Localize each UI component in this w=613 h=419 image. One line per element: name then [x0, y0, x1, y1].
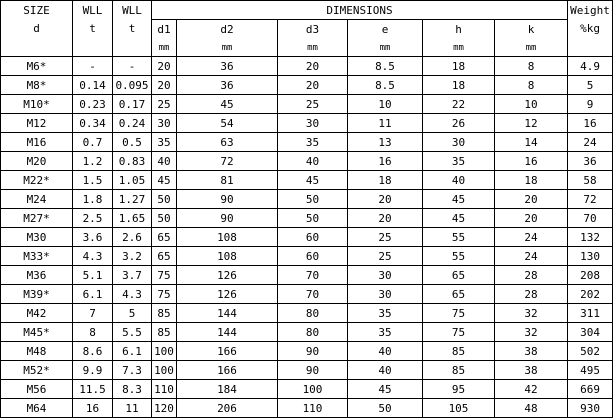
h-cell: 105: [423, 399, 495, 418]
weight-cell: 208: [568, 266, 613, 285]
d3-cell: 45: [278, 171, 348, 190]
d2-cell: 126: [177, 285, 278, 304]
d1-cell: 65: [152, 228, 177, 247]
e-cell: 11: [348, 114, 423, 133]
table-row: [1, 152, 613, 171]
size-cell: M8*: [1, 76, 73, 95]
weight-cell: 502: [568, 342, 613, 361]
d2-cell: 45: [177, 95, 278, 114]
d3-cell: 60: [278, 228, 348, 247]
wll-1-cell: 1.2: [73, 152, 113, 171]
d2-cell: 166: [177, 342, 278, 361]
d3-cell: 25: [278, 95, 348, 114]
d3-cell: 50: [278, 209, 348, 228]
table-row: [1, 114, 613, 133]
e-cell: 8.5: [348, 57, 423, 76]
k-cell: 28: [495, 285, 568, 304]
d2-cell: 166: [177, 361, 278, 380]
wll-1-cell: 2.5: [73, 209, 113, 228]
size-cell: M30: [1, 228, 73, 247]
h-cell: 26: [423, 114, 495, 133]
weight-sub-header: %kg: [568, 20, 613, 57]
d2-cell: 36: [177, 57, 278, 76]
weight-cell: 930: [568, 399, 613, 418]
weight-cell: 9: [568, 95, 613, 114]
d1-cell: 85: [152, 323, 177, 342]
table-row: [1, 380, 613, 399]
weight-cell: 202: [568, 285, 613, 304]
k-cell: 20: [495, 190, 568, 209]
wll-1-cell: 8.6: [73, 342, 113, 361]
d1-cell: 35: [152, 133, 177, 152]
d1-cell: 100: [152, 361, 177, 380]
d3-header: d3: [278, 20, 348, 40]
table-row: [1, 304, 613, 323]
weight-cell: 5: [568, 76, 613, 95]
d2-cell: 72: [177, 152, 278, 171]
k-cell: 24: [495, 247, 568, 266]
weight-cell: 669: [568, 380, 613, 399]
wll-2-cell: 0.5: [113, 133, 152, 152]
table-row: [1, 133, 613, 152]
h-cell: 30: [423, 133, 495, 152]
weight-cell: 495: [568, 361, 613, 380]
size-cell: M16: [1, 133, 73, 152]
wll-2-cell: 1.27: [113, 190, 152, 209]
size-cell: M22*: [1, 171, 73, 190]
table-row: [1, 209, 613, 228]
header-row-1: [1, 1, 613, 20]
d1-unit: mm: [152, 39, 177, 57]
wll-1-cell: 5.1: [73, 266, 113, 285]
wll-2-cell: 3.7: [113, 266, 152, 285]
k-cell: 42: [495, 380, 568, 399]
d2-cell: 144: [177, 323, 278, 342]
e-cell: 20: [348, 209, 423, 228]
d2-cell: 206: [177, 399, 278, 418]
h-cell: 22: [423, 95, 495, 114]
wll-2-cell: 5: [113, 304, 152, 323]
table-row: [1, 247, 613, 266]
wll-2-cell: -: [113, 57, 152, 76]
weight-cell: 36: [568, 152, 613, 171]
d3-cell: 70: [278, 266, 348, 285]
d1-cell: 65: [152, 247, 177, 266]
e-cell: 30: [348, 285, 423, 304]
h-cell: 18: [423, 76, 495, 95]
wll-1-cell: 7: [73, 304, 113, 323]
table-row: [1, 399, 613, 418]
e-cell: 40: [348, 342, 423, 361]
table-row: [1, 285, 613, 304]
wll-2-cell: 0.17: [113, 95, 152, 114]
h-cell: 65: [423, 285, 495, 304]
e-cell: 30: [348, 266, 423, 285]
d1-cell: 100: [152, 342, 177, 361]
e-header: e: [348, 20, 423, 40]
h-cell: 85: [423, 342, 495, 361]
wll-2-cell: 1.65: [113, 209, 152, 228]
k-cell: 14: [495, 133, 568, 152]
wll-1-cell: 0.34: [73, 114, 113, 133]
h-cell: 45: [423, 190, 495, 209]
weight-cell: 16: [568, 114, 613, 133]
wll-2-cell: 1.05: [113, 171, 152, 190]
h-cell: 55: [423, 228, 495, 247]
wll-2-cell: 0.24: [113, 114, 152, 133]
d3-cell: 30: [278, 114, 348, 133]
table-row: [1, 95, 613, 114]
k-cell: 18: [495, 171, 568, 190]
k-cell: 32: [495, 304, 568, 323]
d1-cell: 110: [152, 380, 177, 399]
d3-cell: 100: [278, 380, 348, 399]
d1-cell: 75: [152, 266, 177, 285]
wll-2-cell: 8.3: [113, 380, 152, 399]
d3-cell: 110: [278, 399, 348, 418]
table-row: [1, 361, 613, 380]
k-cell: 10: [495, 95, 568, 114]
wll-header-1: WLL: [73, 1, 113, 20]
h-cell: 45: [423, 209, 495, 228]
wll-1-cell: 8: [73, 323, 113, 342]
d2-cell: 108: [177, 228, 278, 247]
e-cell: 45: [348, 380, 423, 399]
d1-cell: 75: [152, 285, 177, 304]
wll-sub-header-1: t: [73, 20, 113, 57]
weight-cell: 311: [568, 304, 613, 323]
wll-header-2: WLL: [113, 1, 152, 20]
size-cell: M45*: [1, 323, 73, 342]
e-cell: 8.5: [348, 76, 423, 95]
h-cell: 85: [423, 361, 495, 380]
table-row: [1, 76, 613, 95]
d3-cell: 35: [278, 133, 348, 152]
wll-1-cell: 1.5: [73, 171, 113, 190]
e-cell: 20: [348, 190, 423, 209]
wll-2-cell: 2.6: [113, 228, 152, 247]
wll-2-cell: 4.3: [113, 285, 152, 304]
size-cell: M56: [1, 380, 73, 399]
k-cell: 24: [495, 228, 568, 247]
h-cell: 75: [423, 304, 495, 323]
d2-cell: 81: [177, 171, 278, 190]
d2-cell: 63: [177, 133, 278, 152]
wll-1-cell: 1.8: [73, 190, 113, 209]
wll-2-cell: 6.1: [113, 342, 152, 361]
e-cell: 13: [348, 133, 423, 152]
weight-cell: 24: [568, 133, 613, 152]
h-cell: 55: [423, 247, 495, 266]
wll-2-cell: 5.5: [113, 323, 152, 342]
k-cell: 38: [495, 361, 568, 380]
h-unit: mm: [423, 39, 495, 57]
d3-cell: 50: [278, 190, 348, 209]
k-cell: 32: [495, 323, 568, 342]
e-cell: 35: [348, 304, 423, 323]
d2-cell: 144: [177, 304, 278, 323]
size-cell: M52*: [1, 361, 73, 380]
table-row: [1, 57, 613, 76]
k-cell: 38: [495, 342, 568, 361]
h-cell: 65: [423, 266, 495, 285]
d3-cell: 80: [278, 304, 348, 323]
d1-cell: 50: [152, 209, 177, 228]
d1-cell: 120: [152, 399, 177, 418]
table-body: [1, 57, 613, 418]
weight-cell: 304: [568, 323, 613, 342]
d2-cell: 36: [177, 76, 278, 95]
k-cell: 16: [495, 152, 568, 171]
e-unit: mm: [348, 39, 423, 57]
k-cell: 8: [495, 76, 568, 95]
k-cell: 28: [495, 266, 568, 285]
e-cell: 25: [348, 247, 423, 266]
h-cell: 40: [423, 171, 495, 190]
table-row: [1, 190, 613, 209]
d3-cell: 80: [278, 323, 348, 342]
d2-unit: mm: [177, 39, 278, 57]
size-cell: M27*: [1, 209, 73, 228]
table-row: [1, 228, 613, 247]
wll-1-cell: 9.9: [73, 361, 113, 380]
e-cell: 10: [348, 95, 423, 114]
size-cell: M64: [1, 399, 73, 418]
size-cell: M10*: [1, 95, 73, 114]
d3-cell: 20: [278, 76, 348, 95]
wll-1-cell: 16: [73, 399, 113, 418]
d3-cell: 70: [278, 285, 348, 304]
e-cell: 40: [348, 361, 423, 380]
d1-cell: 45: [152, 171, 177, 190]
d1-cell: 30: [152, 114, 177, 133]
d3-cell: 90: [278, 342, 348, 361]
wll-1-cell: -: [73, 57, 113, 76]
weight-header: Weight: [568, 1, 613, 20]
header-row-2: [1, 20, 613, 40]
d1-cell: 25: [152, 95, 177, 114]
size-cell: M6*: [1, 57, 73, 76]
d3-cell: 20: [278, 57, 348, 76]
k-cell: 12: [495, 114, 568, 133]
d1-header: d1: [152, 20, 177, 40]
d1-cell: 20: [152, 57, 177, 76]
d1-cell: 85: [152, 304, 177, 323]
table-row: [1, 171, 613, 190]
table-row: [1, 342, 613, 361]
wll-1-cell: 3.6: [73, 228, 113, 247]
weight-cell: 58: [568, 171, 613, 190]
k-header: k: [495, 20, 568, 40]
wll-2-cell: 0.095: [113, 76, 152, 95]
e-cell: 35: [348, 323, 423, 342]
d2-cell: 108: [177, 247, 278, 266]
wll-1-cell: 4.3: [73, 247, 113, 266]
weight-cell: 70: [568, 209, 613, 228]
e-cell: 16: [348, 152, 423, 171]
d1-cell: 20: [152, 76, 177, 95]
size-cell: M20: [1, 152, 73, 171]
wll-sub-header-2: t: [113, 20, 152, 57]
d3-cell: 90: [278, 361, 348, 380]
wll-1-cell: 0.23: [73, 95, 113, 114]
e-cell: 25: [348, 228, 423, 247]
table-row: [1, 323, 613, 342]
weight-cell: 72: [568, 190, 613, 209]
d3-cell: 60: [278, 247, 348, 266]
e-cell: 18: [348, 171, 423, 190]
table-row: [1, 266, 613, 285]
d3-unit: mm: [278, 39, 348, 57]
size-cell: M39*: [1, 285, 73, 304]
d2-cell: 126: [177, 266, 278, 285]
h-cell: 75: [423, 323, 495, 342]
wll-1-cell: 0.7: [73, 133, 113, 152]
size-header: SIZE: [1, 1, 73, 20]
e-cell: 50: [348, 399, 423, 418]
wll-2-cell: 7.3: [113, 361, 152, 380]
k-cell: 48: [495, 399, 568, 418]
d2-cell: 54: [177, 114, 278, 133]
h-cell: 35: [423, 152, 495, 171]
weight-cell: 130: [568, 247, 613, 266]
d2-cell: 90: [177, 190, 278, 209]
wll-1-cell: 0.14: [73, 76, 113, 95]
k-unit: mm: [495, 39, 568, 57]
h-header: h: [423, 20, 495, 40]
d1-cell: 50: [152, 190, 177, 209]
h-cell: 18: [423, 57, 495, 76]
size-cell: M48: [1, 342, 73, 361]
size-cell: M42: [1, 304, 73, 323]
wll-2-cell: 0.83: [113, 152, 152, 171]
wll-1-cell: 11.5: [73, 380, 113, 399]
weight-cell: 4.9: [568, 57, 613, 76]
wll-2-cell: 3.2: [113, 247, 152, 266]
size-cell: M12: [1, 114, 73, 133]
wll-2-cell: 11: [113, 399, 152, 418]
dimensions-header: DIMENSIONS: [152, 1, 568, 20]
k-cell: 8: [495, 57, 568, 76]
size-sub-header: d: [1, 20, 73, 57]
size-cell: M33*: [1, 247, 73, 266]
weight-cell: 132: [568, 228, 613, 247]
h-cell: 95: [423, 380, 495, 399]
k-cell: 20: [495, 209, 568, 228]
size-cell: M36: [1, 266, 73, 285]
wll-1-cell: 6.1: [73, 285, 113, 304]
d2-header: d2: [177, 20, 278, 40]
d2-cell: 90: [177, 209, 278, 228]
size-cell: M24: [1, 190, 73, 209]
d1-cell: 40: [152, 152, 177, 171]
d3-cell: 40: [278, 152, 348, 171]
d2-cell: 184: [177, 380, 278, 399]
